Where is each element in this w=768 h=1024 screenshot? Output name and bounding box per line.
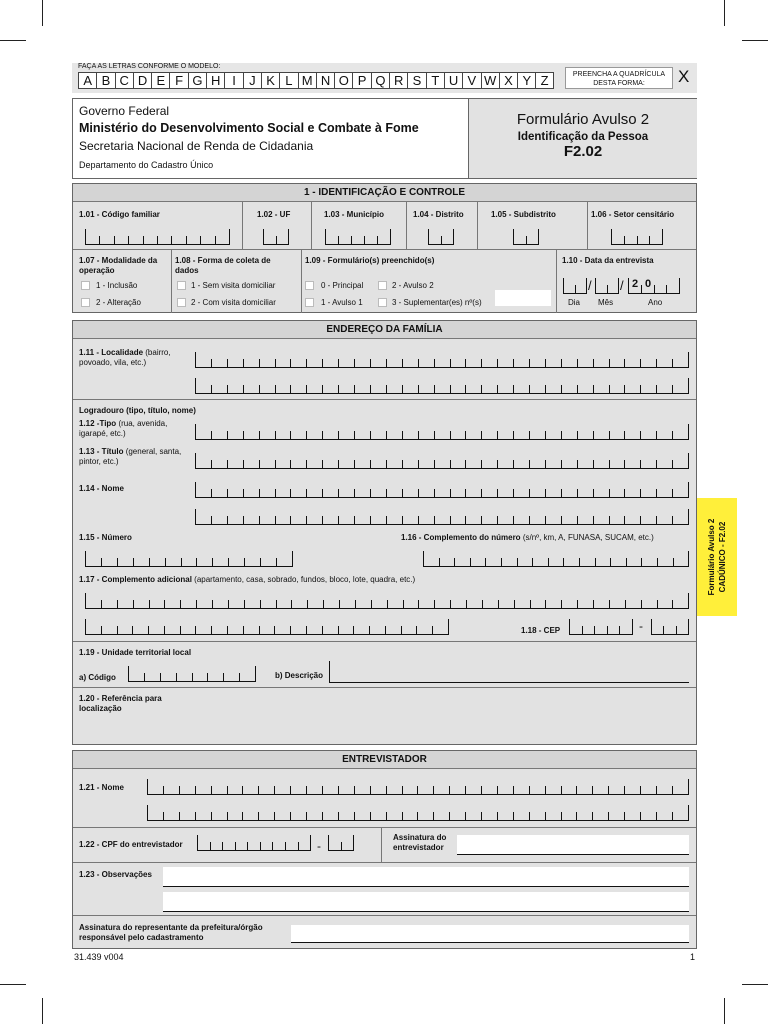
field-109-label: 1.09 - Formulário(s) preenchido(s): [305, 256, 435, 265]
side-tab: [697, 498, 737, 616]
mark-instruction: PREENCHA A QUADRÍCULA DESTA FORMA:: [565, 67, 673, 89]
mark-example-icon: X: [678, 67, 690, 86]
field-116-label: 1.16 - Complemento do número (s/nº, km, A, FUNASA, SUCAM, etc.): [401, 533, 654, 542]
territorial-description-label: b) Descrição: [275, 671, 324, 680]
crop-mark: [42, 0, 43, 26]
ministry-label: Ministério do Desenvolvimento Social e Combate à Fome: [79, 121, 419, 135]
field-101-label: 1.01 - Código familiar: [79, 210, 160, 219]
avulso1-label: 1 - Avulso 1: [321, 298, 363, 307]
section-title: 1 - IDENTIFICAÇÃO E CONTROLE: [73, 184, 696, 202]
cpf-input[interactable]: [197, 835, 311, 851]
family-code-input[interactable]: [85, 229, 230, 245]
model-letter: N: [316, 72, 334, 89]
year-digit: 2: [632, 278, 639, 290]
cep-input[interactable]: [569, 619, 633, 635]
model-letter: U: [444, 72, 462, 89]
observations-line2[interactable]: [163, 892, 689, 912]
additional-complement-line2[interactable]: [85, 619, 449, 635]
field-103-label: 1.03 - Município: [324, 210, 385, 219]
no-visit-label: 1 - Sem visita domiciliar: [191, 281, 276, 290]
model-letter: B: [96, 72, 114, 89]
model-letter: H: [206, 72, 224, 89]
form-header: [72, 98, 697, 179]
no-visit-checkbox[interactable]: [177, 281, 186, 290]
district-input[interactable]: [428, 229, 454, 245]
field-114-label: 1.14 - Nome: [79, 484, 124, 493]
territorial-description-input[interactable]: [329, 661, 689, 683]
model-letter: Y: [517, 72, 535, 89]
model-letter: Z: [535, 72, 553, 89]
street-title-input[interactable]: [195, 453, 689, 469]
page-number: 1: [690, 952, 696, 962]
field-106-label: 1.06 - Setor censitário: [591, 210, 675, 219]
model-letter: G: [188, 72, 206, 89]
form-title: Formulário Avulso 2: [516, 111, 650, 128]
representative-signature-field[interactable]: [291, 925, 689, 943]
model-letter: K: [261, 72, 279, 89]
model-letter: I: [224, 72, 242, 89]
uf-input[interactable]: [263, 229, 289, 245]
supplementary-number-input[interactable]: [495, 290, 551, 306]
model-letters: [78, 72, 554, 89]
street-name-line1[interactable]: [195, 482, 689, 498]
crop-mark: [0, 40, 26, 41]
field-112-label: 1.12 -Tipo (rua, avenida, igarapé, etc.): [79, 419, 168, 438]
interviewer-name-line2[interactable]: [147, 805, 689, 821]
field-118-label: 1.18 - CEP: [521, 626, 561, 635]
department-label: Departamento do Cadastro Único: [79, 160, 214, 170]
document-code: 31.439 v004: [74, 952, 124, 962]
section-interviewer: [72, 750, 697, 949]
model-letter: R: [389, 72, 407, 89]
model-letter: M: [298, 72, 316, 89]
side-tab-line1: Formulário Avulso 2: [707, 518, 716, 596]
model-letter: P: [352, 72, 370, 89]
with-visit-checkbox[interactable]: [177, 298, 186, 307]
avulso2-label: 2 - Avulso 2: [392, 281, 434, 290]
year-caption: Ano: [648, 298, 663, 307]
logradouro-label: Logradouro (tipo, título, nome): [79, 406, 196, 415]
change-label: 2 - Alteração: [96, 298, 141, 307]
model-letter: D: [133, 72, 151, 89]
crop-mark: [724, 0, 725, 26]
model-letter: V: [462, 72, 480, 89]
field-108-label: 1.08 - Forma de coleta de dados: [175, 256, 271, 275]
field-111-label: 1.11 - Localidade (bairro, povoado, vila, etc.): [79, 348, 171, 367]
crop-mark: [742, 984, 768, 985]
subdistrict-input[interactable]: [513, 229, 539, 245]
model-letter: O: [334, 72, 352, 89]
supplementary-checkbox[interactable]: [378, 298, 387, 307]
field-121-label: 1.21 - Nome: [79, 783, 124, 792]
street-type-input[interactable]: [195, 424, 689, 440]
field-104-label: 1.04 - Distrito: [413, 210, 464, 219]
section-title: ENDEREÇO DA FAMÍLIA: [73, 321, 696, 339]
cep-separator: -: [639, 619, 643, 633]
letter-model-strip: [72, 63, 697, 93]
field-117-label: 1.17 - Complemento adicional (apartamento, casa, sobrado, fundos, bloco, lote, quadra, etc.): [79, 575, 416, 584]
model-letter: L: [279, 72, 297, 89]
cpf-separator: -: [317, 839, 321, 853]
crop-mark: [724, 998, 725, 1024]
municipality-input[interactable]: [325, 229, 391, 245]
field-113-label: 1.13 - Título (general, santa, pintor, etc.): [79, 447, 182, 466]
supplementary-label: 3 - Suplementar(es) nº(s): [392, 298, 482, 307]
model-letter: F: [169, 72, 187, 89]
inclusion-label: 1 - Inclusão: [96, 281, 138, 290]
section-address: [72, 320, 697, 745]
interviewer-signature-field[interactable]: [457, 835, 689, 855]
change-checkbox[interactable]: [81, 298, 90, 307]
crop-mark: [42, 998, 43, 1024]
month-caption: Mês: [598, 298, 614, 307]
date-separator: /: [588, 278, 592, 293]
additional-complement-line1[interactable]: [85, 593, 689, 609]
interviewer-signature-label: Assinatura do entrevistador: [393, 833, 447, 852]
avulso2-checkbox[interactable]: [378, 281, 387, 290]
month-input[interactable]: [595, 278, 619, 294]
avulso1-checkbox[interactable]: [305, 298, 314, 307]
model-letter: J: [243, 72, 261, 89]
field-115-label: 1.15 - Número: [79, 533, 132, 542]
number-complement-input[interactable]: [423, 551, 689, 567]
model-letter: S: [407, 72, 425, 89]
inclusion-checkbox[interactable]: [81, 281, 90, 290]
cep-suffix-input[interactable]: [651, 619, 689, 635]
day-caption: Dia: [568, 298, 581, 307]
section-title: ENTREVISTADOR: [73, 751, 696, 769]
model-letter: X: [499, 72, 517, 89]
section-identification: [72, 183, 697, 313]
crop-mark: [0, 984, 26, 985]
side-tab-line2: CADÚNICO - F2.02: [718, 521, 727, 593]
cpf-digits-input[interactable]: [328, 835, 354, 851]
field-105-label: 1.05 - Subdistrito: [491, 210, 556, 219]
territorial-code-input[interactable]: [128, 666, 256, 682]
day-input[interactable]: [563, 278, 587, 294]
date-separator: /: [620, 278, 624, 293]
form-code: F2.02: [563, 143, 603, 160]
principal-checkbox[interactable]: [305, 281, 314, 290]
principal-label: 0 - Principal: [321, 281, 364, 290]
model-caption: FAÇA AS LETRAS CONFORME O MODELO:: [78, 63, 221, 70]
with-visit-label: 2 - Com visita domiciliar: [191, 298, 276, 307]
year-digit: 0: [645, 278, 652, 290]
field-120-label: 1.20 - Referência para localização: [79, 694, 162, 713]
field-110-label: 1.10 - Data da entrevista: [562, 256, 654, 265]
field-119-label: 1.19 - Unidade territorial local: [79, 648, 192, 657]
model-letter: Q: [371, 72, 389, 89]
interviewer-name-line1[interactable]: [147, 779, 689, 795]
field-123-label: 1.23 - Observações: [79, 870, 152, 879]
street-name-line2[interactable]: [195, 509, 689, 525]
crop-mark: [742, 40, 768, 41]
census-sector-input[interactable]: [611, 229, 663, 245]
model-letter: T: [426, 72, 444, 89]
secretariat-label: Secretaria Nacional de Renda de Cidadania: [79, 139, 314, 153]
model-letter: W: [481, 72, 499, 89]
model-letter: E: [151, 72, 169, 89]
model-letter: C: [115, 72, 133, 89]
territorial-code-label: a) Código: [79, 673, 116, 682]
observations-line1[interactable]: [163, 867, 689, 887]
address-number-input[interactable]: [85, 551, 293, 567]
locality-input-line1[interactable]: [195, 352, 689, 368]
field-122-label: 1.22 - CPF do entrevistador: [79, 840, 183, 849]
form-id-box: [468, 99, 697, 178]
representative-signature-label: Assinatura do representante da prefeitura/órgão responsável pelo cadastramento: [79, 923, 263, 942]
form-subtitle: Identificação da Pessoa: [517, 131, 649, 143]
locality-input-line2[interactable]: [195, 378, 689, 394]
model-letter: A: [78, 72, 96, 89]
field-102-label: 1.02 - UF: [257, 210, 291, 219]
gov-label: Governo Federal: [79, 104, 170, 118]
field-107-label: 1.07 - Modalidade da operação: [79, 256, 158, 275]
